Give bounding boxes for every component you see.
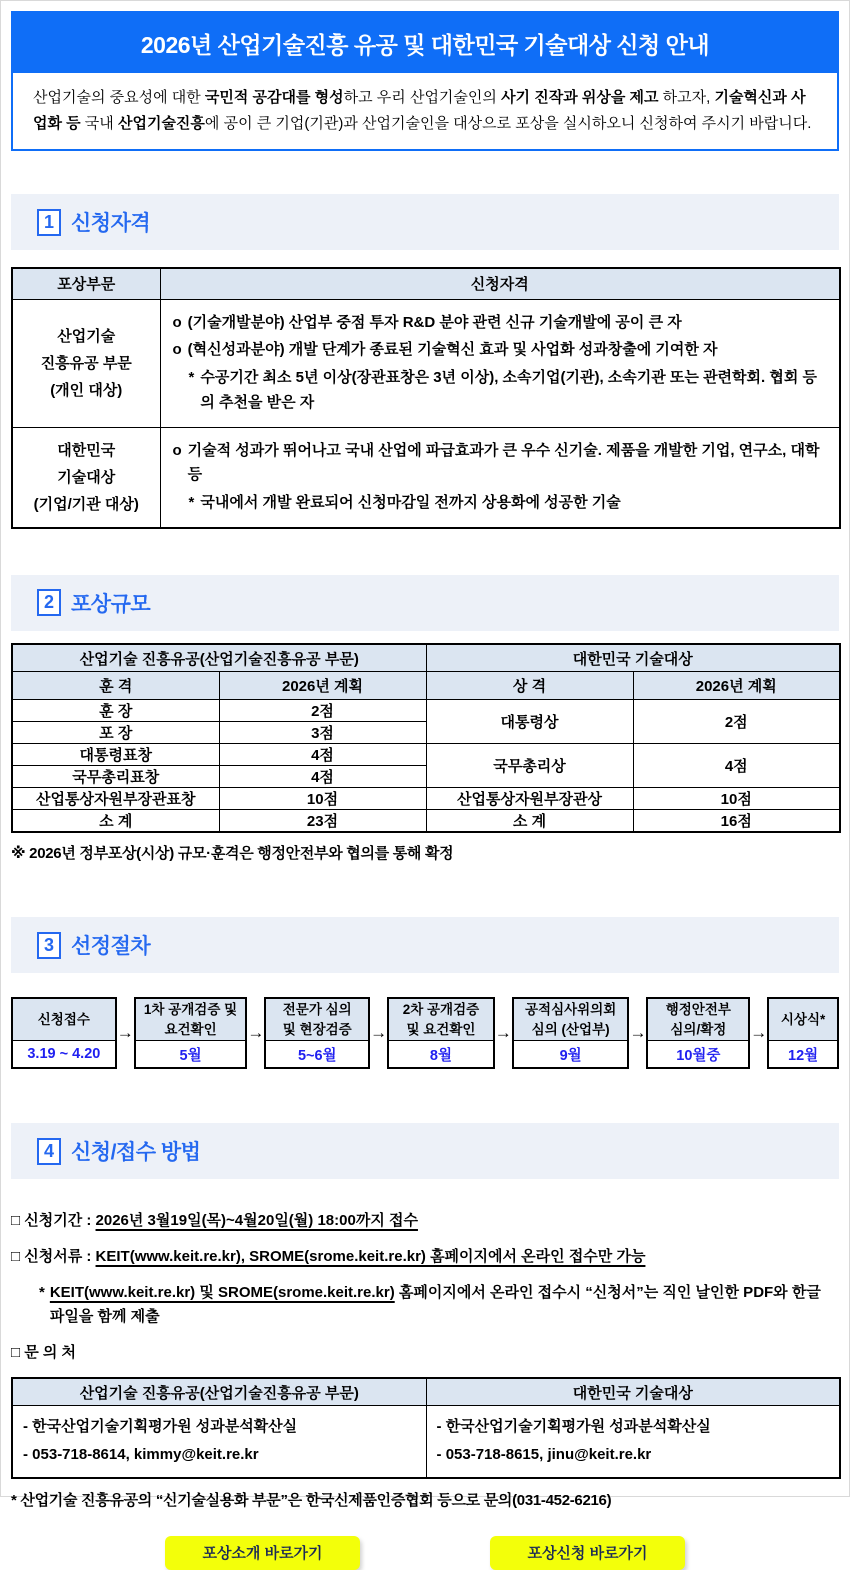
list-item: * 수공기간 최소 5년 이상(장관표창은 3년 이상), 소속기업(기관), 소속기관 또는 관련학회. 협회 등의 추천을 받은 자 [173,366,830,416]
arrow-right-icon: → [750,1023,768,1043]
table-row: 훈 장 2점 대통령상 2점 [12,700,840,722]
contact-phone-email: - 053-718-8615, jinu@keit.re.kr [436,1446,652,1464]
asterisk-marker: * [188,494,195,511]
process-step-date: 10월중 [648,1041,748,1067]
contact-cell-tech-award [426,1405,840,1478]
section-header-award-scale [11,575,839,631]
bullet-marker: o [172,313,182,331]
category-cell: 산업기술 진흥유공 부문 (개인 대상) [12,299,160,427]
apply-docs-value: KEIT(www.keit.re.kr), SROME(srome.keit.re.kr) 홈페이지에서 온라인 접수만 가능 [95,1248,646,1266]
section-number-icon: 3 [37,932,61,959]
col-header-plan: 2026년 계획 [633,672,840,700]
intro-text: 산업기술의 중요성에 대한 국민적 공감대를 형성하고 우리 산업기술인의 사기 진작과 위상을 제고 하고자, 기술혁신과 사업화 등 국내 산업기술진흥에 공이 큰 기업(기관)과 산업기술인을 대상으로 포상을 실시하오니 신청하여 주시기 바랍니다. [33,88,812,132]
apply-docs-note: * KEIT(www.keit.re.kr) 및 SROME(srome.keit.re.kr) 홈페이지에서 온라인 접수시 “신청서”는 직인 날인한 PDF와 한글파일을 함께 제출 [11,1281,839,1329]
contact-heading: □ 문 의 처 [11,1344,77,1362]
bullet-marker: o [172,341,182,359]
arrow-right-icon: → [247,1023,265,1043]
apply-period-line: □ 신청기간 : 2026년 3월19일(목)~4월20일(월) 18:00까지 접수 [11,1212,418,1230]
asterisk-marker: * [39,1284,45,1302]
asterisk-marker: * [188,369,195,386]
section-title: 포상규모 [71,592,151,616]
process-step: 행정안전부 심의/확정 10월중 [646,997,750,1069]
contact-org: - 한국산업기술기획평가원 성과분석확산실 [23,1417,298,1435]
section-title: 선정절차 [71,935,151,959]
process-step: 전문가 심의 및 현장검증 5~6월 [264,997,370,1069]
award-apply-button[interactable]: 포상신청 바로가기 [490,1536,685,1570]
table-row: 소 계 23점 소 계 16점 [12,810,840,833]
apply-method-list [11,1209,839,1365]
section-number-icon: 2 [37,589,61,616]
table-row [12,1405,840,1478]
group-header-row [12,644,840,672]
contact-table [11,1377,841,1479]
group-header-merit: 산업기술 진흥유공(산업기술진흥유공 부문) [12,644,426,672]
arrow-right-icon: → [629,1023,647,1043]
col-header-eligibility: 신청자격 [160,268,840,299]
section-title: 신청/접수 방법 [71,1141,201,1165]
contact-org: - 한국산업기술기획평가원 성과분석확산실 [436,1417,711,1435]
scale-footnote: ※ 2026년 정부포상(시상) 규모·훈격은 행정안전부와 협의를 통해 확정 [11,845,454,863]
shortcut-buttons [1,1536,849,1570]
section-header-selection-process [11,917,839,973]
page-title: 2026년 산업기술진흥 유공 및 대한민국 기술대상 신청 안내 [140,31,710,58]
qualification-table [11,267,841,529]
intro-box [13,73,837,149]
apply-docs-line: □ 신청서류 : KEIT(www.keit.re.kr), SROME(srome.keit.re.kr) 홈페이지에서 온라인 접수만 가능 [11,1248,646,1266]
column-header-row [12,672,840,700]
section-number-icon: 1 [37,209,61,236]
process-step-date: 12월 [769,1041,837,1067]
col-header-award-category: 포상부문 [12,268,160,299]
process-step-date: 3.19 ~ 4.20 [13,1041,115,1067]
table-row: 대통령표창 4점 국무총리상 4점 [12,744,840,766]
list-item: o (기술개발분야) 산업부 중점 투자 R&D 분야 관련 신규 기술개발에 공이 큰 자 [173,311,830,336]
section-number-icon: 4 [37,1138,61,1165]
col-header-rank: 훈 격 [12,672,219,700]
award-intro-button[interactable]: 포상소개 바로가기 [165,1536,360,1570]
eligibility-cell [160,427,840,528]
list-item: o 기술적 성과가 뛰어나고 국내 산업에 파급효과가 큰 우수 신기술. 제품을 개발한 기업, 연구소, 대학 등 [173,439,830,489]
bullet-marker: o [172,441,182,459]
table-header-row [12,1378,840,1405]
arrow-right-icon: → [494,1023,512,1043]
contact-phone-email: - 053-718-8614, kimmy@keit.re.kr [23,1446,259,1464]
apply-note-sites: KEIT(www.keit.re.kr) 및 SROME(srome.keit.re.kr) [49,1284,395,1302]
section-header-apply-method [11,1123,839,1179]
process-step-date: 8월 [389,1041,493,1067]
category-cell: 대한민국 기술대상 (기업/기관 대상) [12,427,160,528]
section-title: 신청자격 [71,212,151,235]
list-item: o (혁신성과분야) 개발 단계가 종료된 기술혁신 효과 및 사업화 성과창출에 기여한 자 [173,338,830,363]
table-row [12,299,840,427]
process-step: 2차 공개검증 및 요건확인 8월 [387,997,495,1069]
col-header-plan: 2026년 계획 [219,672,426,700]
process-step: 공적심사위의회 심의 (산업부) 9월 [512,997,630,1069]
table-row: 포 장 3점 [12,722,840,744]
process-step-date: 5월 [136,1041,246,1067]
apply-period-value: 2026년 3월19일(목)~4월20일(월) 18:00까지 접수 [95,1212,418,1230]
award-scale-table [11,643,841,834]
contact-cell-merit [12,1405,426,1478]
process-step-date: 9월 [514,1041,628,1067]
contact-header-tech-award: 대한민국 기술대상 [426,1378,840,1405]
process-step: 시상식* 12월 [767,997,839,1069]
table-row [12,427,840,528]
group-header-tech-award: 대한민국 기술대상 [426,644,840,672]
table-row: 국무총리표창 4점 [12,766,840,788]
section-header-eligibility [11,194,839,250]
arrow-right-icon: → [116,1023,134,1043]
process-step: 신청접수 3.19 ~ 4.20 [11,997,117,1069]
selection-process-flow [11,997,839,1069]
col-header-prize-rank: 상 격 [426,672,633,700]
title-bar [13,13,837,73]
arrow-right-icon: → [370,1023,388,1043]
process-step: 1차 공개검증 및 요건확인 5월 [134,997,248,1069]
table-row: 산업통상자원부장관표창 10점 산업통상자원부장관상 10점 [12,788,840,810]
process-step-date: 5~6월 [266,1041,368,1067]
contact-header-merit: 산업기술 진흥유공(산업기술진흥유공 부문) [12,1378,426,1405]
table-header-row [12,268,840,299]
eligibility-cell [160,299,840,427]
list-item: * 국내에서 개발 완료되어 신청마감일 전까지 상용화에 성공한 기술 [173,491,830,516]
contact-footnote: * 산업기술 진흥유공의 “신기술실용화 부문”은 한국신제품인증협회 등으로 문의(031-452-6216) [11,1491,612,1509]
notice-header [11,11,839,151]
